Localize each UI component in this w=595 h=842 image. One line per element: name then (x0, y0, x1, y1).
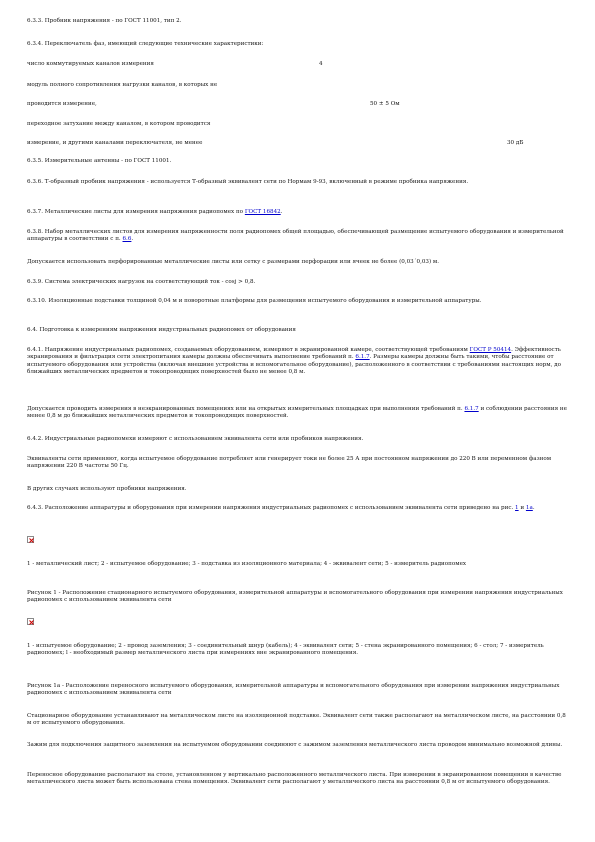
paragraph-portable: Переносное оборудование располагают на столе, установленном у вертикально расположенного металлического листа. При измерении в экранированном помещении в качестве металлического листа может быть использована стена помещения. Эквивалент сети располагают у металлического листа на расстоянии 0,8 м от испытуемого оборудования. (27, 772, 562, 786)
section-heading-6-4: 6.4. Подготовка к измерениям напряжения индустриальных радиопомех от оборудования (27, 327, 296, 333)
paragraph-6-4-3: 6.4.3. Расположение аппаратуры и оборудования при измерении напряжения индустриальных радиопомех с использованием эквивалента сети приведено на рис. 1 и 1а. (27, 505, 535, 511)
figure-1a-caption: Рисунок 1а - Расположение переносного испытуемого оборудования, измерительной аппаратуры и вспомогательного оборудования при измерении напряжения индустриальных радиопомех с использованием эквивалента сети (27, 683, 560, 697)
spec-row-attenuation-1 (27, 121, 568, 129)
paragraph-6-3-10: 6.3.10. Изоляционные подставки толщиной 0,04 м и поворотные платформы для размещения испытуемого оборудования и измерительной аппаратуры. (27, 298, 482, 304)
paragraph-6-3-8-note: Допускается использовать перфорированные металлические листы или сетку с размерами перфорации или ячеек не более (0,03´0,03) м. (27, 259, 440, 265)
link-gost-r-50414[interactable]: ГОСТ Р 50414 (469, 347, 512, 353)
paragraph-6-3-7: 6.3.7. Металлические листы для измерения напряжения радиопомех по ГОСТ 16842. (27, 209, 283, 215)
paragraph-6-4-1: 6.4.1. Напряжение индустриальных радиопомех, создаваемых оборудованием, измеряют в экранированной камере, соответствующей требованиям ГОСТ Р 50414. Эффективность экранирования и фильтрация сети электропитания камеры должны обеспечивать выполнение требований п. 6.1.7. Размеры камеры должны быть такими, чтобы расстояние от испытуемого оборудования или устройства (включая внешние устройства и вспомогательное оборудование), расположенного в соответствии с требованиями настоящих норм, до ближайших металлических предметов и токопроводящих поверхностей было не менее 0,8 м. (27, 347, 561, 375)
broken-image-icon[interactable] (27, 536, 34, 543)
paragraph-6-3-3: 6.3.3. Пробник напряжения - по ГОСТ 11001, тип 2. (27, 18, 182, 24)
spec-label: переходное затухание между каналом, в котором проводится (27, 121, 211, 127)
broken-image-icon[interactable] (27, 618, 34, 625)
paragraph-stationary: Стационарное оборудование устанавливают на металлическом листе на изоляционной подставке. Эквивалент сети также располагают на металлическом листе, на расстоянии 0,8 м от испытуемого оборудования. (27, 713, 566, 727)
spec-row-attenuation-2 (27, 140, 568, 148)
paragraph-6-3-9: 6.3.9. Система электрических нагрузок на соответствующий ток - cosj > 0,8. (27, 279, 256, 285)
figure-1-caption: Рисунок 1 - Расположение стационарного испытуемого оборудования, измерительной аппаратуры и вспомогательного оборудования при измерении напряжения индустриальных радиопомех с использованием эквивалента сети (27, 590, 563, 604)
paragraph-6-3-8: 6.3.8. Набор металлических листов для измерения напряженности поля радиопомех общей площадью, обеспечивающей размещение испытуемого оборудования и измерительной аппаратуры в соответствии с п. 6.6. (27, 229, 564, 243)
paragraph-6-3-5: 6.3.5. Измерительные антенны - по ГОСТ 11001. (27, 158, 172, 164)
paragraph-6-3-6: 6.3.6. Т-образный пробник напряжения - используется Т-образный эквивалент сети по Нормам 9-93, включенный в режиме пробника напряжения. (27, 179, 469, 185)
paragraph-6-3-4: 6.3.4. Переключатель фаз, имеющий следующие технические характеристики: (27, 41, 264, 47)
link-figure-1a[interactable]: 1а (525, 505, 533, 511)
spec-row-impedance-1 (27, 82, 568, 90)
spec-label: измерение, и другими каналами переключателя, не менее (27, 140, 203, 146)
figure-1-legend: 1 - металлический лист; 2 - испытуемое оборудование; 3 - подставка из изоляционного материала; 4 - эквивалент сети; 5 - измеритель радиопомех (27, 561, 467, 567)
spec-label: проводится измерение, (27, 101, 97, 107)
figure-1a-legend: 1 - испытуемое оборудование; 2 - провод заземления; 3 - соединительный шнур (кабель); 4 - эквивалент сети; 5 - стена экранированного помещения; 6 - стол; 7 - измеритель радиопомех; l - необходимый размер металлического листа при измерениях вне экранированного помещения. (27, 643, 544, 657)
paragraph-6-4-2-other: В других случаях используют пробники напряжения. (27, 486, 187, 492)
spec-value: 4 (319, 61, 323, 67)
paragraph-6-4-1-note: Допускается проводить измерения в неэкранированных помещениях или на открытых измерительных площадках при выполнении требований п. 6.1.7 и соблюдении расстояния не менее 0,8 м до ближайших металлических предметов и токопроводящих поверхностей. (27, 406, 567, 420)
spec-value: 50 ± 5 Ом (370, 101, 400, 107)
spec-label: число коммутируемых каналов измерения (27, 61, 154, 67)
paragraph-grounding: Зажим для подключения защитного заземления на испытуемом оборудовании соединяют с зажимом заземления металлического листа проводом минимально возможной длины. (27, 742, 563, 748)
link-section-6-1-7[interactable]: 6.1.7 (355, 354, 370, 361)
link-section-6-6[interactable]: 6.6 (122, 236, 132, 243)
spec-row-impedance-2 (27, 101, 568, 109)
paragraph-6-4-2-networks: Эквиваленты сети применяют, когда испытуемое оборудование потребляет или генерирует токи не более 25 А при постоянном напряжении до 220 В или переменном фазном напряжении 220 В частоты 50 Гц. (27, 456, 552, 470)
spec-row-channels (27, 61, 568, 69)
spec-value: 30 дБ (507, 140, 524, 146)
link-figure-1[interactable]: 1 (515, 505, 519, 511)
link-gost-16842[interactable]: ГОСТ 16842 (244, 209, 281, 215)
paragraph-6-4-2: 6.4.2. Индустриальные радиопомехи измеряют с использованием эквивалента сети или пробников напряжения. (27, 436, 364, 442)
link-section-6-1-7[interactable]: 6.1.7 (464, 406, 479, 412)
spec-label: модуль полного сопротивления нагрузки каналов, в которых не (27, 82, 218, 88)
